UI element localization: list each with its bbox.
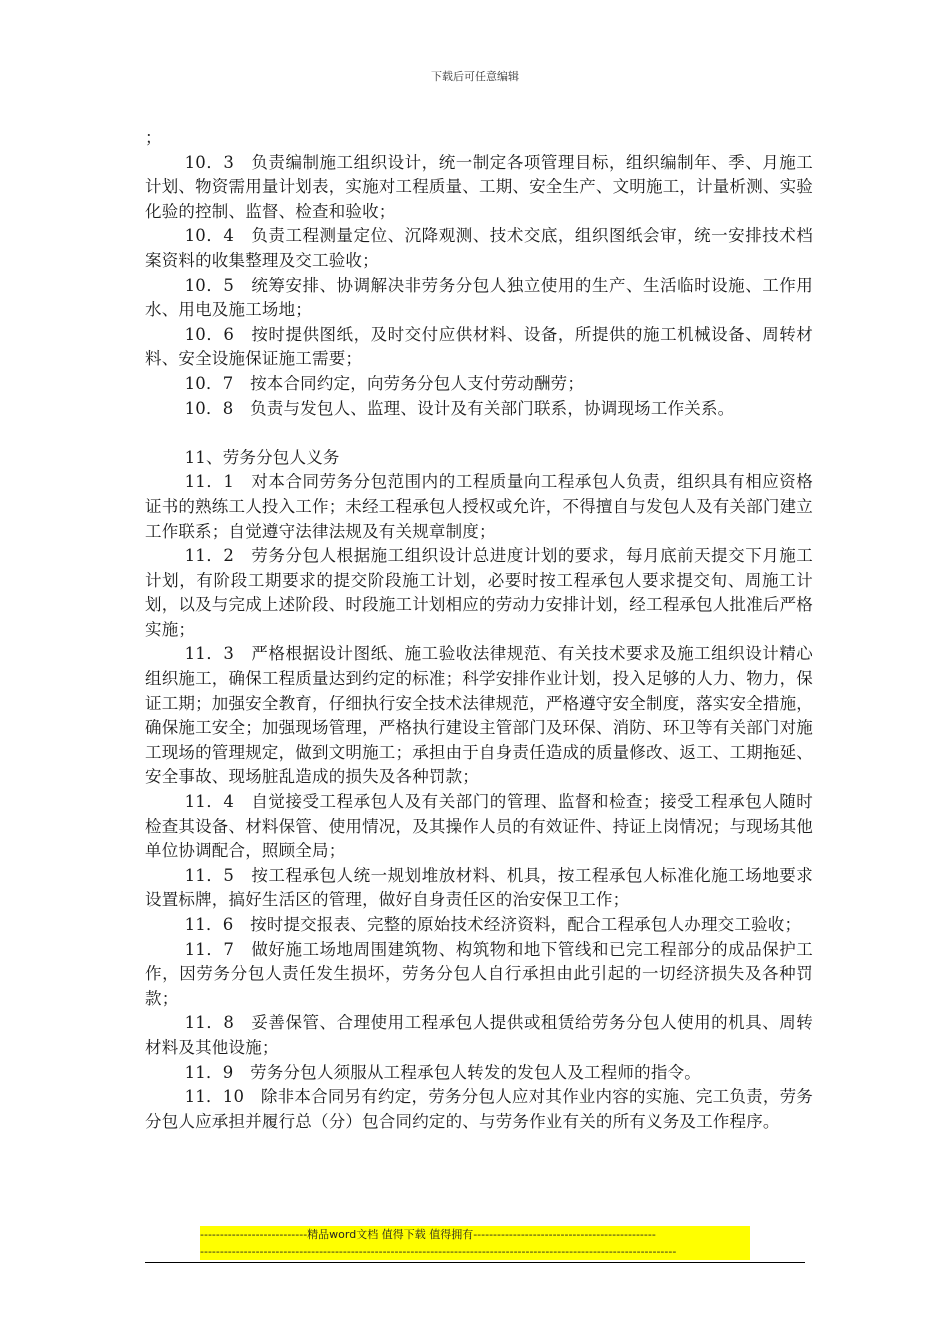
paragraph	[145, 421, 813, 446]
paragraph: 11．2 劳务分包人根据施工组织设计总进度计划的要求，每月底前天提交下月施工计划，有阶段工期要求的提交阶段施工计划，必要时按工程承包人要求提交旬、周施工计划，以及与完成上述阶段、时段施工计划相应的劳动力安排计划，经工程承包人批准后严格实施；	[145, 546, 813, 639]
paragraph: 11．6 按时提交报表、完整的原始技术经济资料，配合工程承包人办理交工验收；	[184, 915, 802, 934]
footer-rule	[145, 1262, 805, 1263]
paragraph: 11．10 除非本合同另有约定，劳务分包人应对其作业内容的实施、完工负责，劳务分包人应承担并履行总（分）包合同约定的、与劳务作业有关的所有义务及工作程序。	[145, 1087, 813, 1131]
paragraph: 11．4 自觉接受工程承包人及有关部门的管理、监督和检查；接受工程承包人随时检查其设备、材料保管、使用情况，及其操作人员的有效证件、持证上岗情况；与现场其他单位协调配合，照顾全局；	[145, 792, 813, 861]
paragraph: 11．1 对本合同劳务分包范围内的工程质量向工程承包人负责，组织具有相应资格证书的熟练工人投入工作；未经工程承包人授权或允许，不得擅自与发包人及有关部门建立工作联系；自觉遵守法律法规及有关规章制度；	[145, 472, 813, 541]
paragraph: 11、劳务分包人义务	[184, 447, 340, 467]
document-body	[145, 126, 813, 1134]
paragraph: 11．5 按工程承包人统一规划堆放材料、机具，按工程承包人标准化施工场地要求设置标牌，搞好生活区的管理，做好自身责任区的治安保卫工作；	[145, 865, 813, 910]
footer-banner-line-1: ---------------------------精品word文档 值得下载 值得拥有----------------------------------------------	[200, 1228, 656, 1241]
paragraph: 10．6 按时提供图纸，及时交付应供材料、设备，所提供的施工机械设备、周转材料、安全设施保证施工需要；	[145, 324, 813, 369]
paragraph: 11．9 劳务分包人须服从工程承包人转发的发包人及工程师的指令。	[184, 1062, 701, 1082]
paragraph: 10．3 负责编制施工组织设计，统一制定各项管理目标，组织编制年、季、月施工计划、物资需用量计划表，实施对工程质量、工期、安全生产、文明施工，计量析测、实验化验的控制、监督、检查和验收；	[145, 152, 813, 221]
footer-banner-line-2: ------------------------------------------------------------------------------------------------------------------------	[200, 1245, 677, 1258]
paragraph: 10．4 负责工程测量定位、沉降观测、技术交底，组织图纸会审，统一安排技术档案资料的收集整理及交工验收；	[145, 226, 813, 270]
paragraph: 10．7 按本合同约定，向劳务分包人支付劳动酬劳；	[184, 373, 585, 393]
paragraph: 10．8 负责与发包人、监理、设计及有关部门联系，协调现场工作关系。	[184, 398, 735, 418]
paragraph: ；	[145, 128, 162, 147]
paragraph: 11．8 妥善保管、合理使用工程承包人提供或租赁给劳务分包人使用的机具、周转材料及其他设施；	[145, 1013, 813, 1057]
footer-banner	[200, 1226, 750, 1260]
paragraph: 11．3 严格根据设计图纸、施工验收法律规范、有关技术要求及施工组织设计精心组织施工，确保工程质量达到约定的标准；科学安排作业计划，投入足够的人力、物力，保证工期；加强安全教育，仔细执行安全技术法律规范，严格遵守安全制度，落实安全措施，确保施工安全；加强现场管理，严格执行建设主管部门及环保、消防、环卫等有关部门对施工现场的管理规定，做到文明施工；承担由于自身责任造成的质量修改、返工、工期拖延、安全事故、现场脏乱造成的损失及各种罚款；	[145, 644, 813, 787]
header-note: 下载后可任意编辑	[431, 70, 519, 83]
paragraph: 10．5 统筹安排、协调解决非劳务分包人独立使用的生产、生活临时设施、工作用水、用电及施工场地；	[145, 275, 813, 320]
paragraph: 11．7 做好施工场地周围建筑物、构筑物和地下管线和已完工程部分的成品保护工作，因劳务分包人责任发生损坏，劳务分包人自行承担由此引起的一切经济损失及各种罚款；	[145, 939, 813, 1008]
